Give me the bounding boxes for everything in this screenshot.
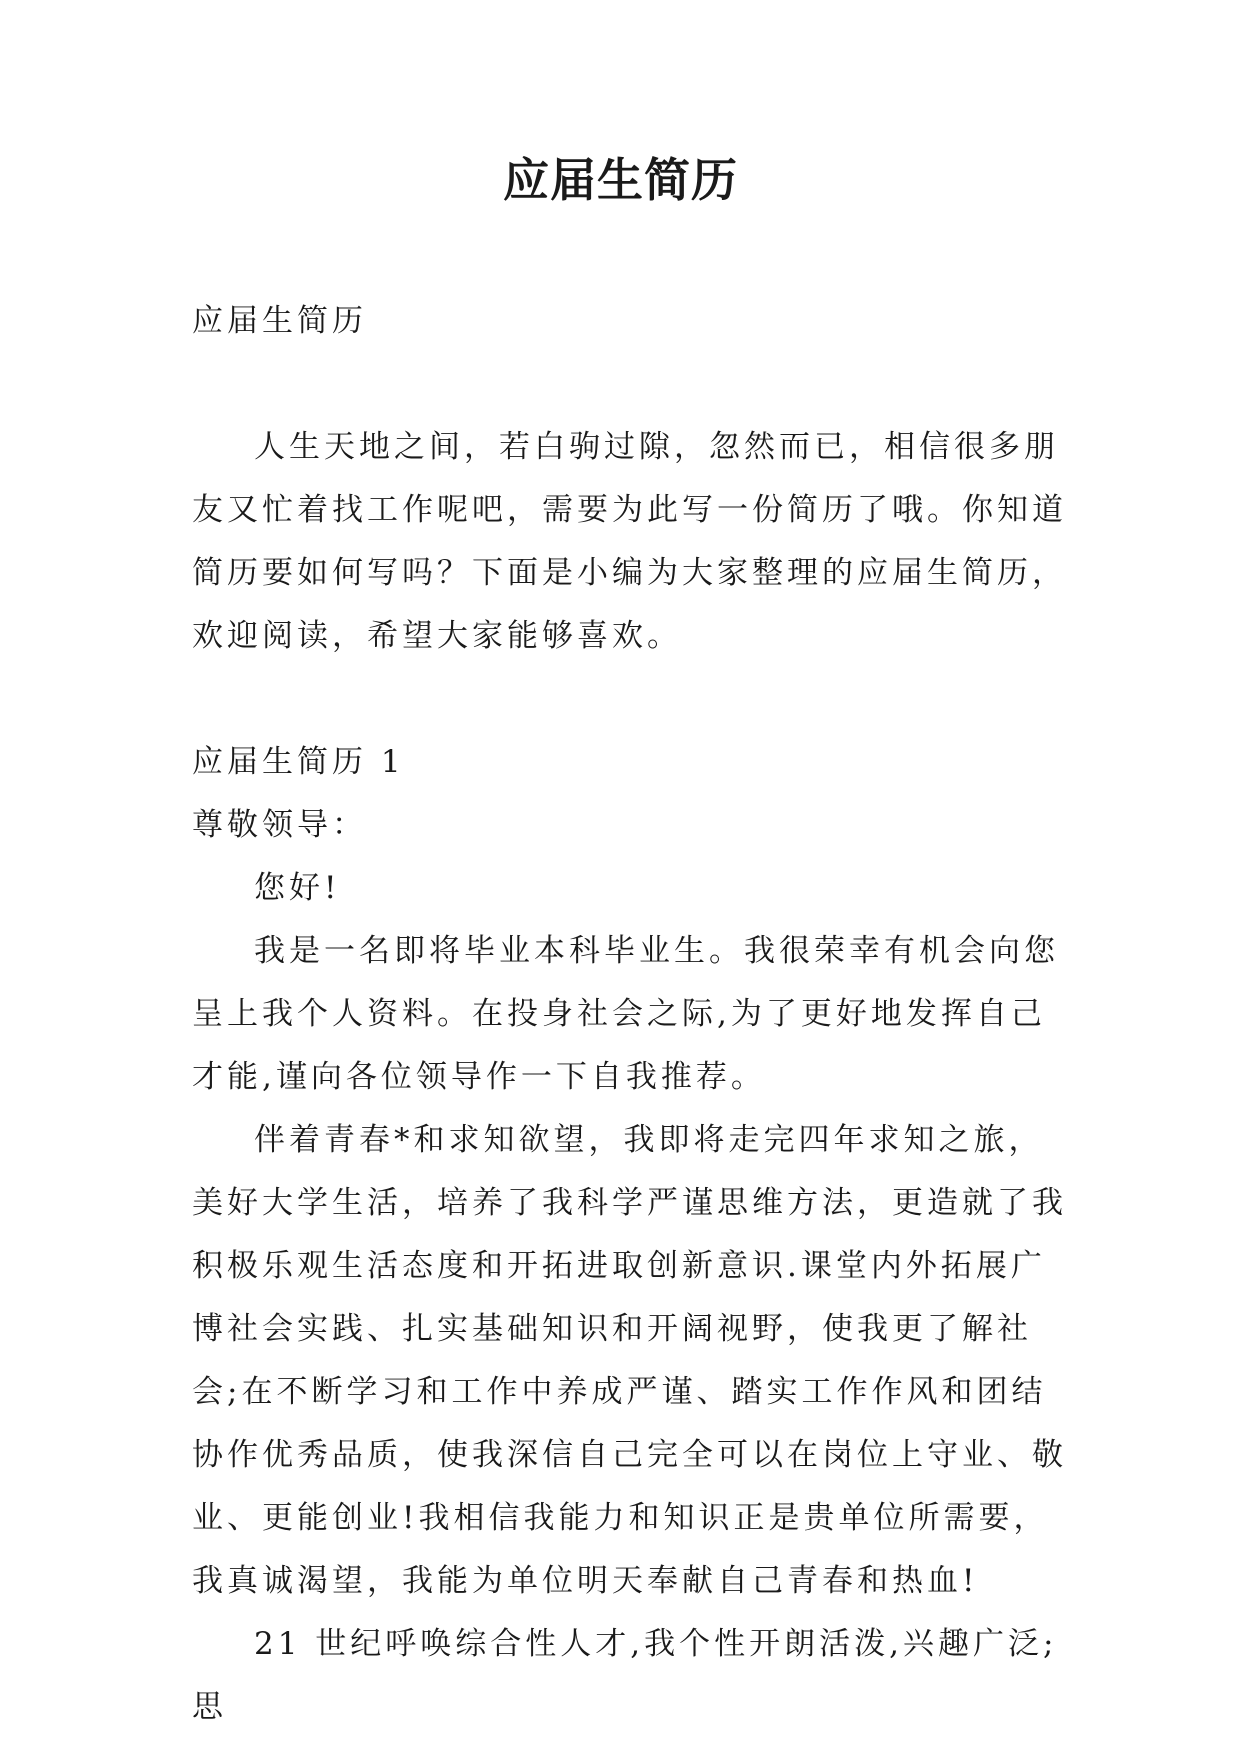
body-paragraph: 我是一名即将毕业本科毕业生。我很荣幸有机会向您呈上我个人资料。在投身社会之际,为了更好地发挥自己才能,谨向各位领导作一下自我推荐。: [192, 933, 1059, 1095]
document-body: [192, 290, 1072, 1739]
body-paragraph: 21 世纪呼唤综合性人才,我个性开朗活泼,兴趣广泛;思: [192, 1626, 1058, 1725]
intro-paragraph: 人生天地之间，若白驹过隙，忽然而已，相信很多朋友又忙着找工作呢吧，需要为此写一份简历了哦。你知道简历要如何写吗？下面是小编为大家整理的应届生简历，欢迎阅读，希望大家能够喜欢。: [192, 429, 1067, 654]
document-title: 应届生简历: [503, 153, 738, 207]
document-subtitle: 应届生简历: [192, 303, 367, 339]
section-heading: 应届生简历 1: [192, 744, 405, 780]
spacer: [192, 353, 1072, 416]
body-paragraph: 伴着青春*和求知欲望，我即将走完四年求知之旅，美好大学生活，培养了我科学严谨思维方法，更造就了我积极乐观生活态度和开拓进取创新意识.课堂内外拓展广博社会实践、扎实基础知识和开阔视野，使我更了解社会;在不断学习和工作中养成严谨、踏实工作作风和团结协作优秀品质，使我深信自己完全可以在岗位上守业、敬业、更能创业!我相信我能力和知识正是贵单位所需要，我真诚渴望，我能为单位明天奉献自己青春和热血!: [192, 1122, 1067, 1599]
spacer: [192, 668, 1072, 731]
greeting: 您好!: [254, 870, 341, 906]
salutation: 尊敬领导：: [192, 807, 367, 843]
